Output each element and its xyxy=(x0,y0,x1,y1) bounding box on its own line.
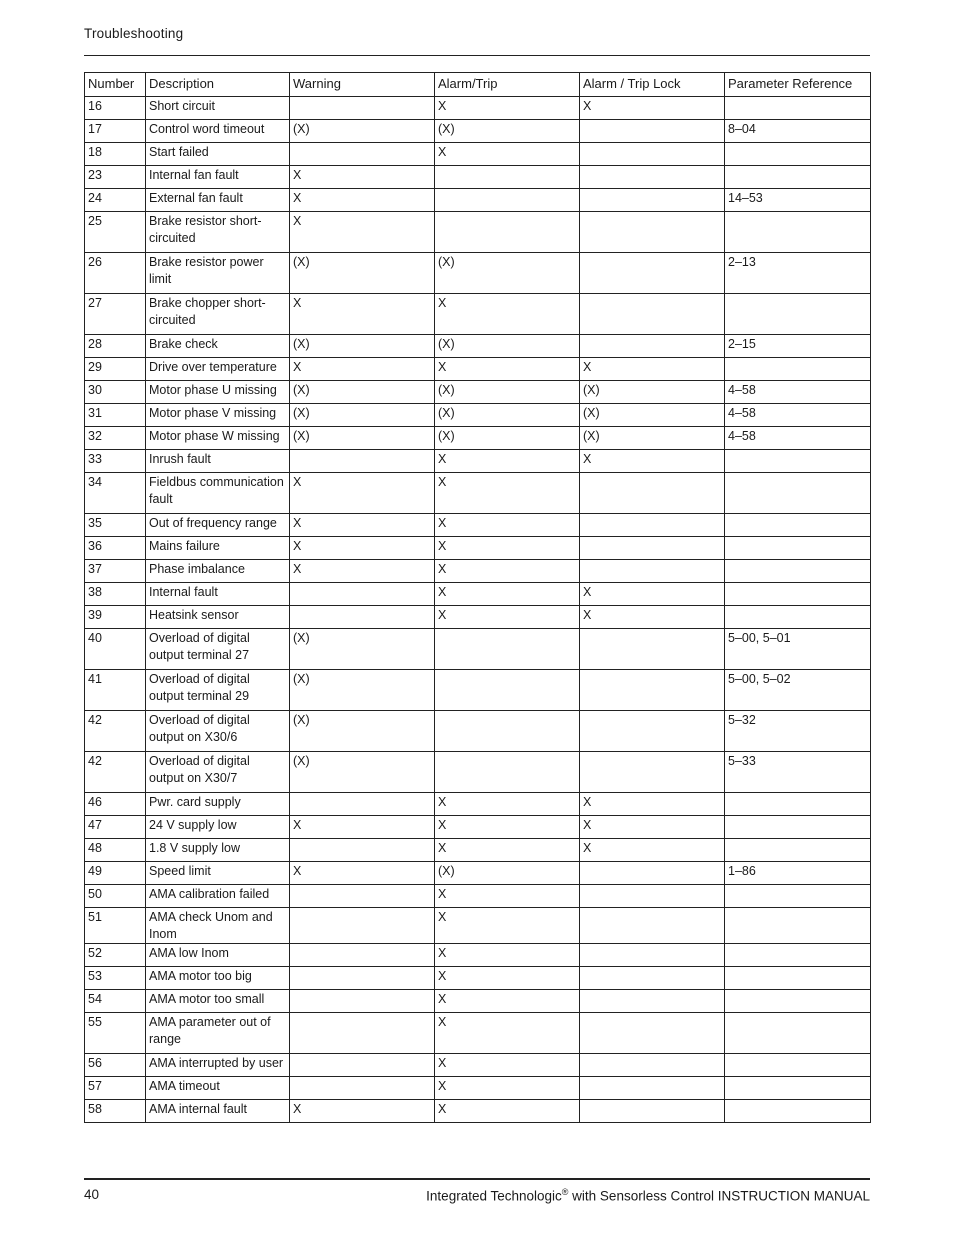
cell-description: Brake check xyxy=(146,335,290,358)
cell-parameter-reference: 8–04 xyxy=(725,120,871,143)
cell-warning xyxy=(290,606,435,629)
cell-warning: X xyxy=(290,560,435,583)
cell-alarm-trip: X xyxy=(435,885,580,908)
cell-parameter-reference: 2–15 xyxy=(725,335,871,358)
cell-parameter-reference xyxy=(725,606,871,629)
cell-alarm-trip: X xyxy=(435,1054,580,1077)
cell-alarm-trip: (X) xyxy=(435,862,580,885)
cell-number: 58 xyxy=(85,1100,146,1123)
table-row xyxy=(85,335,871,358)
cell-alarm-trip: X xyxy=(435,839,580,862)
cell-parameter-reference xyxy=(725,294,871,335)
cell-parameter-reference xyxy=(725,1013,871,1054)
cell-description: Motor phase U missing xyxy=(146,381,290,404)
cell-alarm-trip xyxy=(435,212,580,253)
cell-description: Short circuit xyxy=(146,97,290,120)
cell-number: 42 xyxy=(85,752,146,793)
cell-warning: X xyxy=(290,189,435,212)
cell-alarm-trip: X xyxy=(435,358,580,381)
cell-alarm-trip: X xyxy=(435,816,580,839)
cell-alarm-trip-lock: X xyxy=(580,450,725,473)
cell-description: Brake chopper short-circuited xyxy=(146,294,290,335)
cell-parameter-reference xyxy=(725,1077,871,1100)
table-row xyxy=(85,189,871,212)
cell-parameter-reference: 4–58 xyxy=(725,381,871,404)
cell-description: Pwr. card supply xyxy=(146,793,290,816)
cell-alarm-trip-lock xyxy=(580,473,725,514)
column-header-number: Number xyxy=(85,73,146,97)
cell-parameter-reference xyxy=(725,450,871,473)
table-row xyxy=(85,212,871,253)
table-row xyxy=(85,537,871,560)
cell-alarm-trip: X xyxy=(435,537,580,560)
column-header-description: Description xyxy=(146,73,290,97)
cell-warning: (X) xyxy=(290,120,435,143)
cell-parameter-reference: 2–13 xyxy=(725,253,871,294)
manual-title xyxy=(426,1187,870,1204)
cell-number: 29 xyxy=(85,358,146,381)
cell-parameter-reference xyxy=(725,839,871,862)
cell-parameter-reference xyxy=(725,358,871,381)
table-row xyxy=(85,560,871,583)
cell-parameter-reference xyxy=(725,793,871,816)
cell-alarm-trip-lock xyxy=(580,537,725,560)
cell-description: Drive over temperature xyxy=(146,358,290,381)
cell-number: 49 xyxy=(85,862,146,885)
cell-description: Fieldbus communication fault xyxy=(146,473,290,514)
cell-number: 48 xyxy=(85,839,146,862)
cell-parameter-reference xyxy=(725,967,871,990)
cell-alarm-trip-lock xyxy=(580,1077,725,1100)
table-row xyxy=(85,793,871,816)
cell-description: Overload of digital output terminal 29 xyxy=(146,670,290,711)
cell-number: 47 xyxy=(85,816,146,839)
cell-alarm-trip: X xyxy=(435,97,580,120)
table-row xyxy=(85,514,871,537)
cell-number: 27 xyxy=(85,294,146,335)
cell-number: 35 xyxy=(85,514,146,537)
column-header-alarm-trip-lock: Alarm / Trip Lock xyxy=(580,73,725,97)
cell-alarm-trip xyxy=(435,189,580,212)
cell-alarm-trip: X xyxy=(435,473,580,514)
cell-parameter-reference: 14–53 xyxy=(725,189,871,212)
table-row xyxy=(85,166,871,189)
cell-alarm-trip-lock xyxy=(580,514,725,537)
cell-warning: X xyxy=(290,1100,435,1123)
cell-description: Control word timeout xyxy=(146,120,290,143)
cell-description: Inrush fault xyxy=(146,450,290,473)
cell-number: 42 xyxy=(85,711,146,752)
cell-warning xyxy=(290,885,435,908)
cell-number: 53 xyxy=(85,967,146,990)
cell-warning xyxy=(290,1013,435,1054)
cell-warning: (X) xyxy=(290,335,435,358)
cell-warning xyxy=(290,1054,435,1077)
cell-warning: (X) xyxy=(290,427,435,450)
cell-warning: X xyxy=(290,862,435,885)
cell-alarm-trip xyxy=(435,166,580,189)
cell-alarm-trip-lock xyxy=(580,143,725,166)
cell-alarm-trip-lock: (X) xyxy=(580,404,725,427)
cell-number: 39 xyxy=(85,606,146,629)
cell-number: 51 xyxy=(85,908,146,944)
cell-alarm-trip: X xyxy=(435,944,580,967)
cell-alarm-trip: (X) xyxy=(435,335,580,358)
table-row xyxy=(85,97,871,120)
cell-alarm-trip: X xyxy=(435,1100,580,1123)
table-row xyxy=(85,629,871,670)
cell-alarm-trip-lock: (X) xyxy=(580,381,725,404)
registered-mark: ® xyxy=(561,1187,569,1197)
table-row xyxy=(85,752,871,793)
cell-warning xyxy=(290,990,435,1013)
cell-alarm-trip-lock xyxy=(580,885,725,908)
cell-parameter-reference xyxy=(725,212,871,253)
column-header-parameter-reference: Parameter Reference xyxy=(725,73,871,97)
cell-alarm-trip xyxy=(435,711,580,752)
cell-number: 23 xyxy=(85,166,146,189)
cell-parameter-reference: 5–00, 5–01 xyxy=(725,629,871,670)
cell-warning: (X) xyxy=(290,381,435,404)
cell-parameter-reference xyxy=(725,166,871,189)
manual-title-suffix: with Sensorless Control INSTRUCTION MANUAL xyxy=(568,1188,870,1204)
table-row xyxy=(85,450,871,473)
cell-description: AMA check Unom and Inom xyxy=(146,908,290,944)
cell-number: 17 xyxy=(85,120,146,143)
cell-warning: (X) xyxy=(290,253,435,294)
cell-alarm-trip-lock: X xyxy=(580,816,725,839)
cell-parameter-reference: 5–33 xyxy=(725,752,871,793)
cell-warning: (X) xyxy=(290,670,435,711)
cell-parameter-reference xyxy=(725,944,871,967)
cell-warning: (X) xyxy=(290,711,435,752)
cell-alarm-trip-lock xyxy=(580,908,725,944)
table-row xyxy=(85,606,871,629)
cell-alarm-trip-lock xyxy=(580,120,725,143)
cell-alarm-trip-lock: X xyxy=(580,583,725,606)
cell-alarm-trip-lock: X xyxy=(580,839,725,862)
table-row xyxy=(85,1013,871,1054)
cell-alarm-trip-lock xyxy=(580,189,725,212)
cell-number: 57 xyxy=(85,1077,146,1100)
cell-alarm-trip: X xyxy=(435,1013,580,1054)
cell-description: Internal fan fault xyxy=(146,166,290,189)
cell-warning xyxy=(290,839,435,862)
cell-alarm-trip-lock xyxy=(580,212,725,253)
cell-alarm-trip: X xyxy=(435,514,580,537)
column-header-warning: Warning xyxy=(290,73,435,97)
table-body xyxy=(85,97,871,1123)
cell-alarm-trip-lock xyxy=(580,990,725,1013)
cell-alarm-trip: (X) xyxy=(435,120,580,143)
cell-parameter-reference xyxy=(725,560,871,583)
cell-alarm-trip: X xyxy=(435,583,580,606)
table-row xyxy=(85,404,871,427)
cell-alarm-trip-lock: X xyxy=(580,97,725,120)
cell-warning: X xyxy=(290,294,435,335)
cell-warning: (X) xyxy=(290,752,435,793)
cell-description: Start failed xyxy=(146,143,290,166)
table-row xyxy=(85,1054,871,1077)
cell-alarm-trip-lock xyxy=(580,253,725,294)
cell-alarm-trip-lock xyxy=(580,166,725,189)
cell-alarm-trip xyxy=(435,670,580,711)
page-number: 40 xyxy=(84,1187,100,1202)
table-row xyxy=(85,381,871,404)
table-row xyxy=(85,358,871,381)
table-row xyxy=(85,839,871,862)
cell-description: AMA low Inom xyxy=(146,944,290,967)
cell-alarm-trip: X xyxy=(435,990,580,1013)
cell-number: 36 xyxy=(85,537,146,560)
table-row xyxy=(85,670,871,711)
cell-description: AMA internal fault xyxy=(146,1100,290,1123)
cell-number: 30 xyxy=(85,381,146,404)
cell-alarm-trip-lock xyxy=(580,335,725,358)
cell-alarm-trip: X xyxy=(435,1077,580,1100)
cell-description: Motor phase V missing xyxy=(146,404,290,427)
cell-alarm-trip-lock xyxy=(580,862,725,885)
cell-warning xyxy=(290,143,435,166)
cell-warning: X xyxy=(290,514,435,537)
cell-alarm-trip: X xyxy=(435,450,580,473)
cell-parameter-reference: 5–00, 5–02 xyxy=(725,670,871,711)
table-row xyxy=(85,143,871,166)
cell-number: 37 xyxy=(85,560,146,583)
table-row xyxy=(85,473,871,514)
table-row xyxy=(85,816,871,839)
cell-parameter-reference xyxy=(725,583,871,606)
cell-alarm-trip-lock xyxy=(580,294,725,335)
cell-parameter-reference xyxy=(725,1100,871,1123)
cell-parameter-reference: 4–58 xyxy=(725,427,871,450)
cell-parameter-reference xyxy=(725,97,871,120)
cell-parameter-reference xyxy=(725,816,871,839)
fault-table xyxy=(84,72,871,1123)
manual-title-prefix: Integrated Technologic xyxy=(426,1188,562,1204)
cell-description: 1.8 V supply low xyxy=(146,839,290,862)
cell-description: AMA parameter out of range xyxy=(146,1013,290,1054)
table-header-row xyxy=(85,73,871,97)
cell-warning xyxy=(290,944,435,967)
cell-warning xyxy=(290,583,435,606)
cell-alarm-trip xyxy=(435,752,580,793)
cell-warning xyxy=(290,908,435,944)
cell-alarm-trip-lock: X xyxy=(580,793,725,816)
cell-warning: X xyxy=(290,537,435,560)
table-row xyxy=(85,253,871,294)
cell-parameter-reference: 1–86 xyxy=(725,862,871,885)
cell-number: 38 xyxy=(85,583,146,606)
cell-parameter-reference: 4–58 xyxy=(725,404,871,427)
cell-description: Internal fault xyxy=(146,583,290,606)
cell-alarm-trip-lock: (X) xyxy=(580,427,725,450)
cell-number: 34 xyxy=(85,473,146,514)
table-row xyxy=(85,885,871,908)
footer-rule xyxy=(84,1178,870,1180)
cell-alarm-trip: X xyxy=(435,908,580,944)
cell-parameter-reference xyxy=(725,514,871,537)
cell-alarm-trip: X xyxy=(435,143,580,166)
cell-warning xyxy=(290,967,435,990)
cell-description: Phase imbalance xyxy=(146,560,290,583)
cell-warning: X xyxy=(290,212,435,253)
cell-description: AMA motor too small xyxy=(146,990,290,1013)
cell-description: AMA calibration failed xyxy=(146,885,290,908)
cell-number: 46 xyxy=(85,793,146,816)
cell-description: 24 V supply low xyxy=(146,816,290,839)
cell-description: Brake resistor short-circuited xyxy=(146,212,290,253)
cell-number: 41 xyxy=(85,670,146,711)
table-row xyxy=(85,711,871,752)
cell-parameter-reference xyxy=(725,908,871,944)
cell-warning: (X) xyxy=(290,629,435,670)
cell-alarm-trip-lock xyxy=(580,629,725,670)
cell-warning: X xyxy=(290,473,435,514)
cell-description: Brake resistor power limit xyxy=(146,253,290,294)
table-row xyxy=(85,1077,871,1100)
cell-number: 50 xyxy=(85,885,146,908)
cell-alarm-trip-lock xyxy=(580,1100,725,1123)
table-row xyxy=(85,944,871,967)
cell-alarm-trip-lock xyxy=(580,944,725,967)
header-rule xyxy=(84,55,870,56)
cell-warning: X xyxy=(290,358,435,381)
cell-description: AMA motor too big xyxy=(146,967,290,990)
cell-description: External fan fault xyxy=(146,189,290,212)
table-row xyxy=(85,1100,871,1123)
cell-alarm-trip: (X) xyxy=(435,253,580,294)
cell-parameter-reference xyxy=(725,473,871,514)
cell-alarm-trip-lock xyxy=(580,1013,725,1054)
cell-alarm-trip-lock xyxy=(580,1054,725,1077)
cell-alarm-trip: X xyxy=(435,560,580,583)
cell-number: 55 xyxy=(85,1013,146,1054)
cell-number: 25 xyxy=(85,212,146,253)
cell-number: 26 xyxy=(85,253,146,294)
cell-description: Overload of digital output terminal 27 xyxy=(146,629,290,670)
cell-description: Mains failure xyxy=(146,537,290,560)
cell-number: 16 xyxy=(85,97,146,120)
cell-description: Overload of digital output on X30/7 xyxy=(146,752,290,793)
cell-warning xyxy=(290,450,435,473)
cell-alarm-trip: X xyxy=(435,793,580,816)
cell-description: Overload of digital output on X30/6 xyxy=(146,711,290,752)
table-row xyxy=(85,990,871,1013)
cell-alarm-trip-lock xyxy=(580,560,725,583)
cell-warning: (X) xyxy=(290,404,435,427)
table-row xyxy=(85,908,871,944)
cell-description: AMA timeout xyxy=(146,1077,290,1100)
cell-number: 56 xyxy=(85,1054,146,1077)
running-header: Troubleshooting xyxy=(84,26,184,41)
table-row xyxy=(85,862,871,885)
cell-alarm-trip-lock xyxy=(580,670,725,711)
cell-warning xyxy=(290,97,435,120)
cell-number: 28 xyxy=(85,335,146,358)
cell-parameter-reference xyxy=(725,1054,871,1077)
cell-parameter-reference xyxy=(725,537,871,560)
cell-description: Heatsink sensor xyxy=(146,606,290,629)
cell-alarm-trip-lock xyxy=(580,711,725,752)
cell-description: Out of frequency range xyxy=(146,514,290,537)
table-row xyxy=(85,294,871,335)
cell-parameter-reference: 5–32 xyxy=(725,711,871,752)
cell-number: 31 xyxy=(85,404,146,427)
cell-alarm-trip: (X) xyxy=(435,404,580,427)
cell-parameter-reference xyxy=(725,143,871,166)
cell-number: 40 xyxy=(85,629,146,670)
cell-number: 52 xyxy=(85,944,146,967)
table-row xyxy=(85,427,871,450)
column-header-alarm-trip: Alarm/Trip xyxy=(435,73,580,97)
cell-alarm-trip-lock xyxy=(580,752,725,793)
cell-number: 24 xyxy=(85,189,146,212)
cell-alarm-trip-lock: X xyxy=(580,358,725,381)
cell-alarm-trip: (X) xyxy=(435,381,580,404)
cell-number: 32 xyxy=(85,427,146,450)
cell-alarm-trip xyxy=(435,629,580,670)
table-row xyxy=(85,967,871,990)
cell-warning xyxy=(290,1077,435,1100)
cell-number: 33 xyxy=(85,450,146,473)
cell-warning: X xyxy=(290,816,435,839)
cell-description: AMA interrupted by user xyxy=(146,1054,290,1077)
cell-alarm-trip: (X) xyxy=(435,427,580,450)
table-row xyxy=(85,120,871,143)
cell-alarm-trip-lock: X xyxy=(580,606,725,629)
cell-number: 18 xyxy=(85,143,146,166)
cell-parameter-reference xyxy=(725,885,871,908)
cell-alarm-trip: X xyxy=(435,294,580,335)
cell-number: 54 xyxy=(85,990,146,1013)
cell-description: Motor phase W missing xyxy=(146,427,290,450)
cell-alarm-trip: X xyxy=(435,967,580,990)
cell-parameter-reference xyxy=(725,990,871,1013)
table-row xyxy=(85,583,871,606)
cell-alarm-trip-lock xyxy=(580,967,725,990)
cell-warning xyxy=(290,793,435,816)
cell-alarm-trip: X xyxy=(435,606,580,629)
cell-warning: X xyxy=(290,166,435,189)
cell-description: Speed limit xyxy=(146,862,290,885)
